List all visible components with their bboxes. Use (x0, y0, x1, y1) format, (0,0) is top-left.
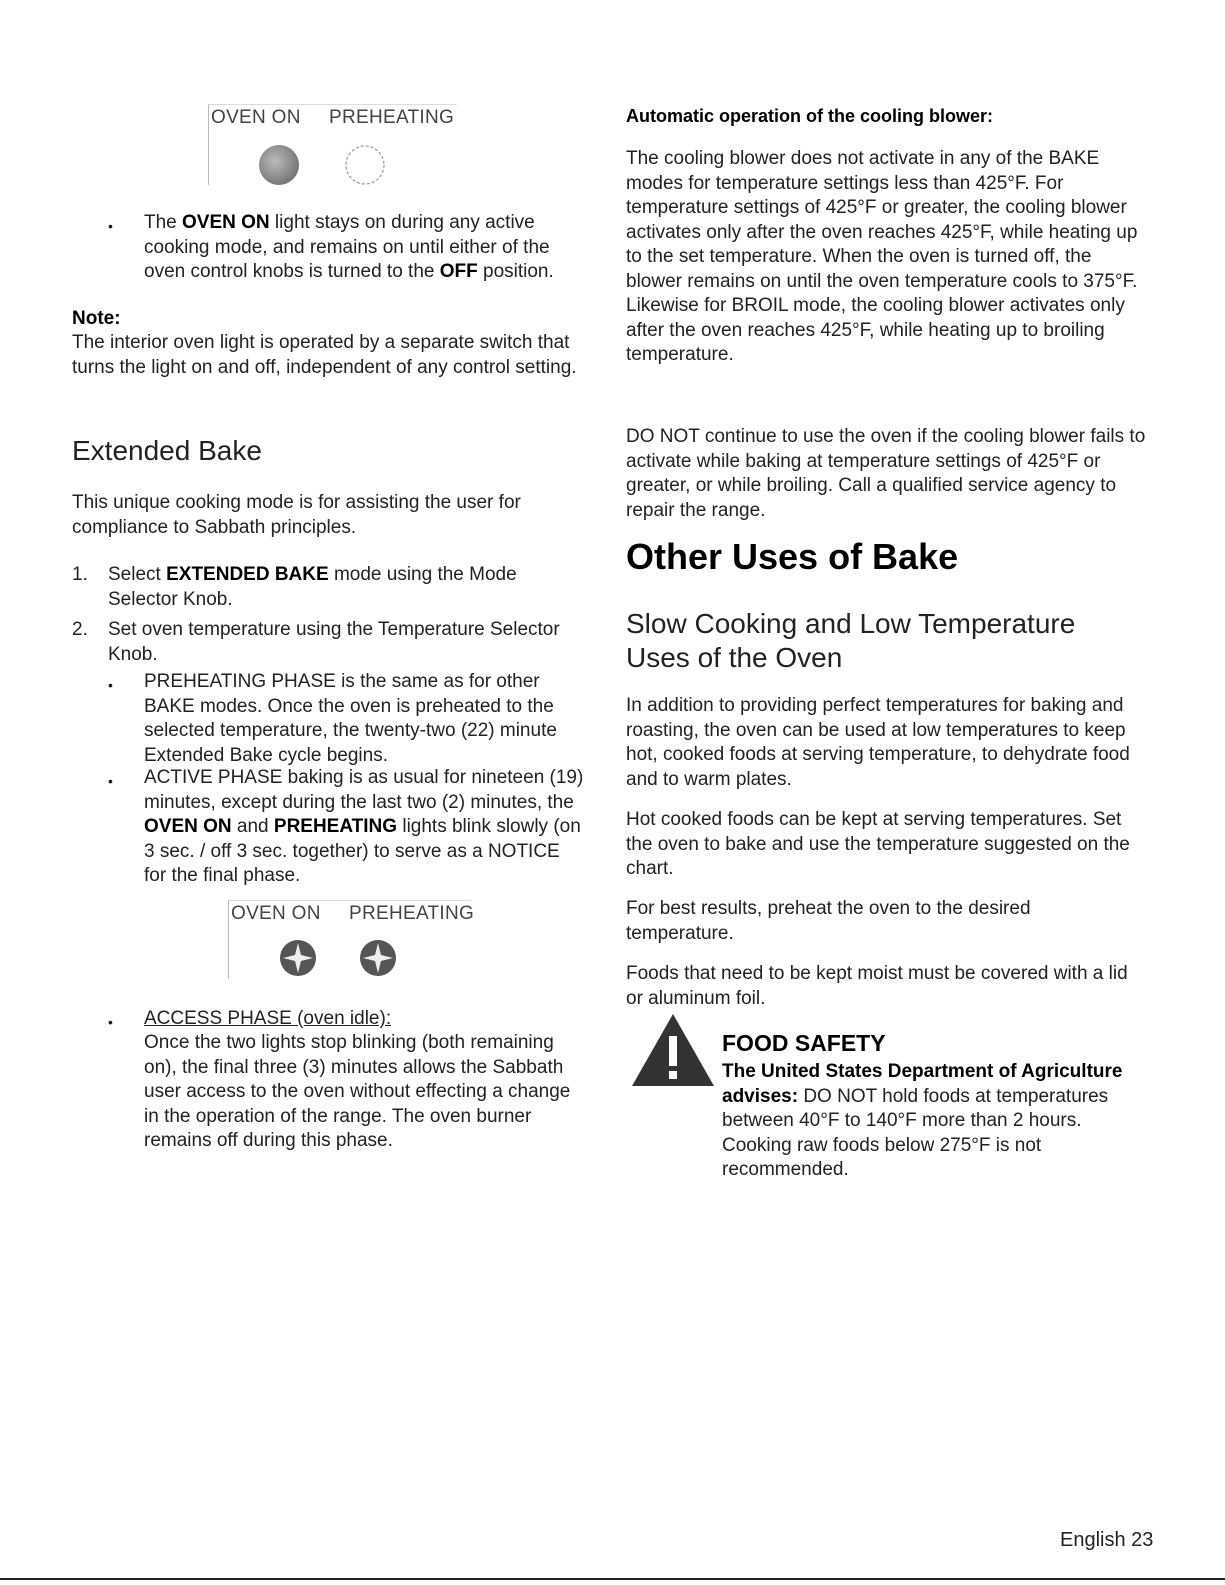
text-span: Select (108, 564, 167, 585)
oven-on-blinking-light-icon (279, 939, 317, 977)
step-2-number: 2. (72, 619, 88, 640)
access-phase-title: ACCESS PHASE (oven idle): (144, 1008, 392, 1029)
text-span: mode using the Mode Selector Knob. (108, 564, 517, 610)
bullet-dot: • (108, 1014, 113, 1030)
preheating-label: PREHEATING (349, 903, 475, 924)
slow-cooking-para-3: For best results, preheat the oven to the desired temperature. (626, 898, 1031, 944)
slow-cooking-para-4: Foods that need to be kept moist must be covered with a lid or aluminum foil. (626, 963, 1128, 1009)
text-bold: OFF (439, 261, 478, 282)
oven-on-light-icon (257, 143, 301, 187)
text-span: lights blink slowly (on 3 sec. / off 3 sec. together) to serve as a NOTICE for the final phase. (144, 816, 581, 886)
oven-on-label: OVEN ON (231, 903, 321, 924)
text-bold: PREHEATING (273, 816, 398, 837)
active-phase-text (144, 766, 584, 889)
text-span: DO NOT hold foods at temperatures between 40°F to 140°F more than 2 hours. Cooking raw foods below 275°F is not recommended. (722, 1085, 1109, 1180)
access-phase-text: Once the two lights stop blinking (both remaining on), the final three (3) minutes allows the Sabbath user access to the oven without effecting a change in the operation of the range. The oven burner remains off during this phase. (144, 1032, 571, 1151)
note-text: The interior oven light is operated by a separate switch that turns the light on and off, independent of any control setting. (72, 332, 577, 378)
slow-cooking-para-2: Hot cooked foods can be kept at serving temperatures. Set the oven to bake and use the temperature suggested on the chart. (626, 809, 1130, 879)
text-span: light stays on during any active cooking mode, and remains on until either of the oven control knobs is turned to the (144, 212, 550, 282)
text-span: ACTIVE PHASE baking is as usual for nineteen (19) minutes, except during the last two (2) minutes, the (144, 767, 584, 813)
other-uses-heading: Other Uses of Bake (626, 536, 959, 577)
do-not-continue-text: DO NOT continue to use the oven if the cooling blower fails to activate while baking at temperature settings of 425°F or greater, or while broiling. Call a qualified service agency to repair the range. (626, 426, 1146, 521)
extended-bake-heading: Extended Bake (72, 435, 262, 466)
text-bold: EXTENDED BAKE (166, 564, 329, 585)
note-title: Note: (72, 308, 121, 329)
text-span: position. (477, 261, 554, 282)
food-safety-bold: The United States Department of Agriculture advises: (722, 1061, 1123, 1107)
step-2-text: Set oven temperature using the Temperature Selector Knob. (108, 619, 560, 665)
text-bold: OVEN ON (144, 816, 232, 837)
oven-on-label: OVEN ON (211, 107, 301, 128)
step-1-text (108, 563, 558, 612)
text-bold: OVEN ON (182, 212, 270, 233)
cooling-blower-heading: Automatic operation of the cooling blower: (626, 106, 993, 126)
preheating-light-icon (343, 143, 387, 187)
preheating-blinking-light-icon (359, 939, 397, 977)
slow-cooking-heading: Slow Cooking and Low Temperature Uses of the Oven (626, 608, 1076, 673)
page-bottom-rule (0, 1578, 1225, 1580)
food-safety-text (722, 1060, 1147, 1183)
text-span: The (144, 212, 183, 233)
bullet-dot: • (108, 773, 113, 789)
step-1-number: 1. (72, 564, 88, 585)
preheating-phase-text: PREHEATING PHASE is the same as for other BAKE modes. Once the oven is preheated to the selected temperature, the twenty-two (22) minute Extended Bake cycle begins. (144, 671, 557, 766)
warning-triangle-icon (630, 1012, 716, 1088)
bullet-dot: • (108, 677, 113, 693)
oven-on-bullet-text (144, 211, 584, 285)
food-safety-title: FOOD SAFETY (722, 1030, 886, 1056)
preheating-label: PREHEATING (329, 107, 455, 128)
page-number: English 23 (1060, 1529, 1154, 1551)
cooling-blower-text: The cooling blower does not activate in any of the BAKE modes for temperature settings less than 425°F. For temperature settings of 425°F or greater, the cooling blower activates only after the oven reaches 425°F, while heating up to the set temperature. When the oven is turned off, the blower remains on until the oven temperature cools to 375°F. Likewise for BROIL mode, the cooling blower activates only after the oven reaches 425°F, while heating up to broiling temperature. (626, 148, 1138, 365)
extended-bake-intro: This unique cooking mode is for assisting the user for compliance to Sabbath principles. (72, 492, 521, 538)
text-span: and (231, 816, 274, 837)
indicator-panel-top (208, 104, 457, 185)
slow-cooking-para-1: In addition to providing perfect temperatures for baking and roasting, the oven can be used at low temperatures to keep hot, cooked foods at serving temperature, to dehydrate food and to warm plates. (626, 695, 1130, 790)
indicator-panel-bottom (228, 900, 475, 979)
bullet-dot: • (108, 218, 113, 234)
